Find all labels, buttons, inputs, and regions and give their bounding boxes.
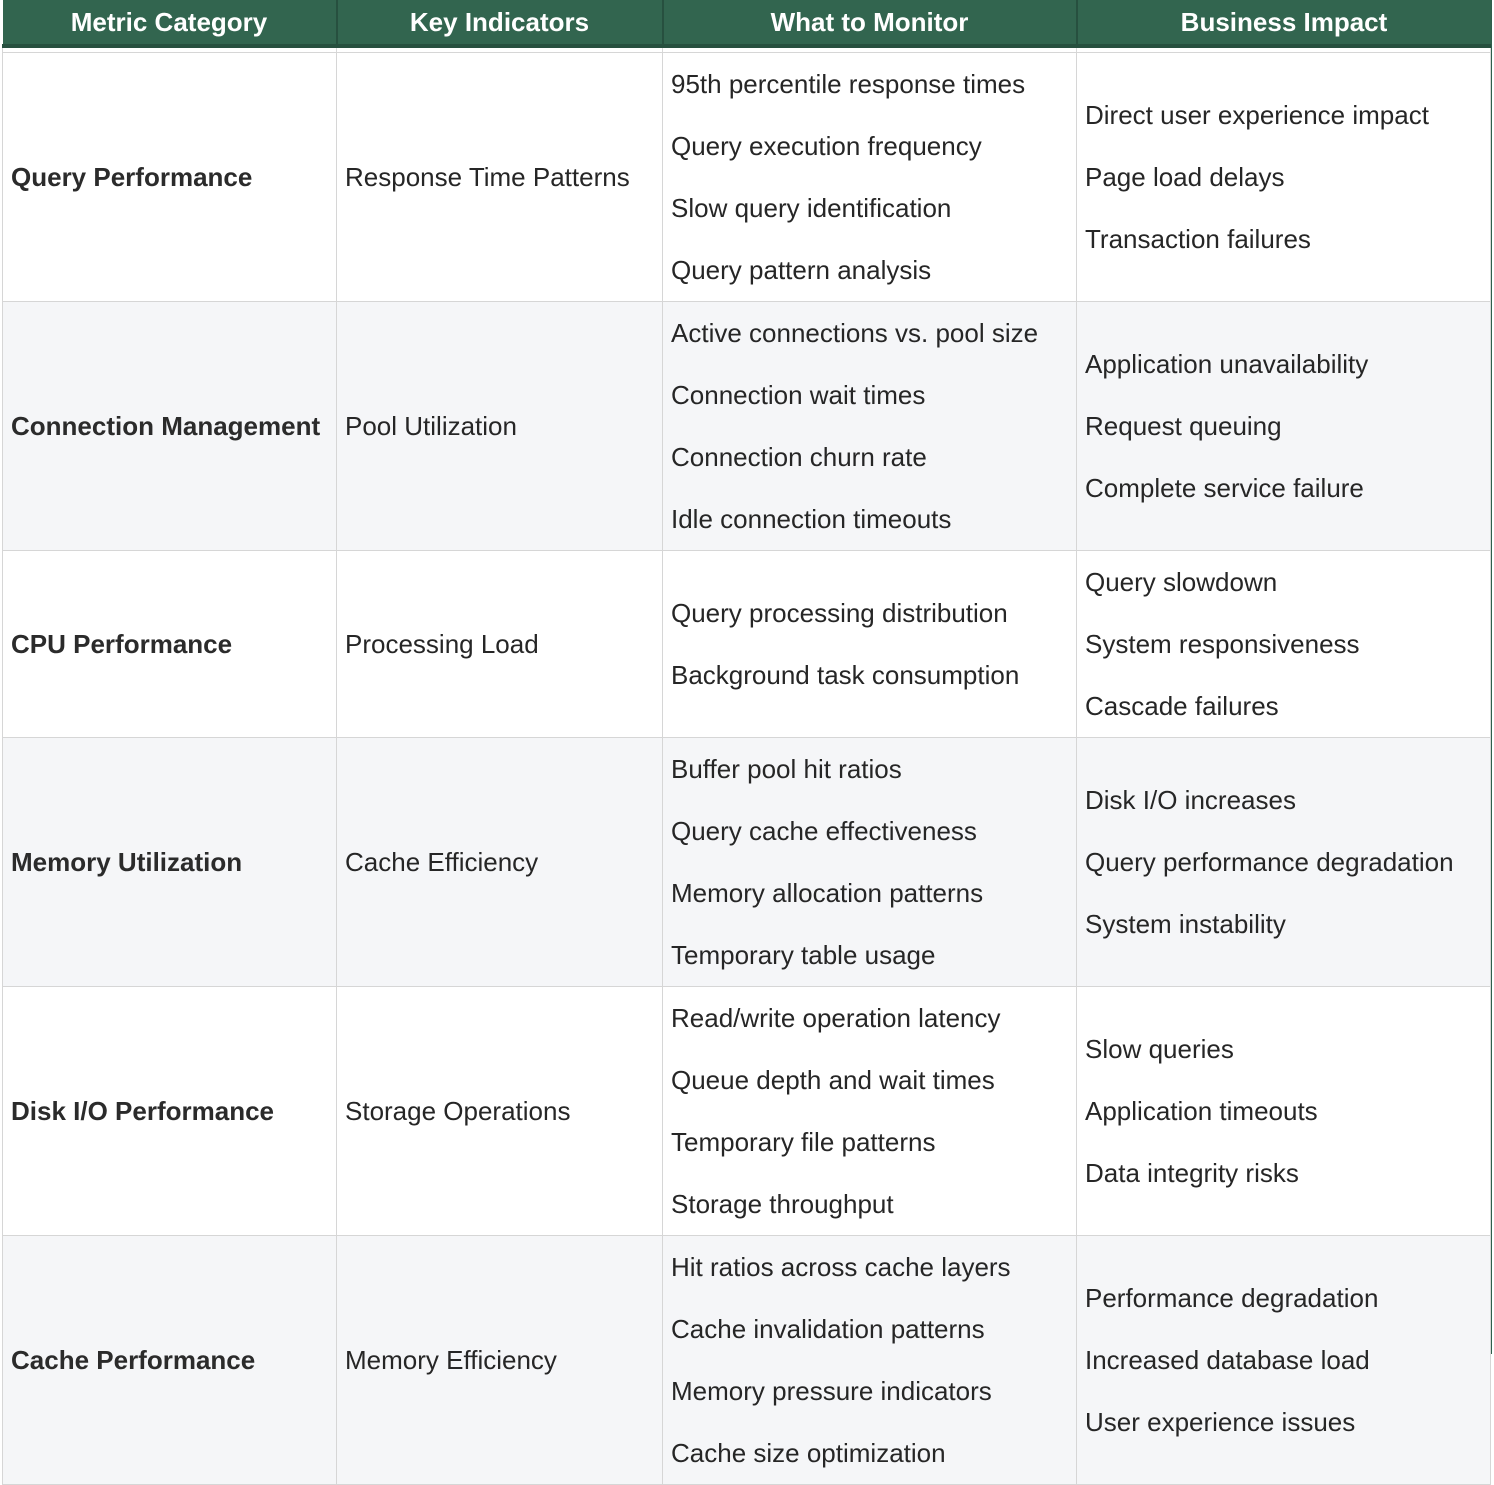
impact-item: Increased database load [1085, 1345, 1370, 1375]
metric-category-cell: Cache Performance [3, 1236, 337, 1485]
metrics-table-container [2, 0, 1492, 1468]
impact-item: Cascade failures [1085, 691, 1279, 721]
monitor-item: Query pattern analysis [671, 255, 932, 285]
impact-item: Direct user experience impact [1085, 100, 1429, 130]
impact-item: Application timeouts [1085, 1096, 1318, 1126]
monitor-item: Memory allocation patterns [671, 878, 984, 908]
monitor-item: Cache size optimization [671, 1438, 946, 1468]
header-row [3, 0, 1491, 46]
monitor-item: Read/write operation latency [671, 1003, 1001, 1033]
what-to-monitor-cell [663, 551, 1077, 738]
business-impact-cell [1077, 53, 1491, 302]
metric-category-cell: Disk I/O Performance [3, 987, 337, 1236]
monitor-item: Query cache effectiveness [671, 816, 977, 846]
metric-category-cell: CPU Performance [3, 551, 337, 738]
table-row [3, 53, 1491, 302]
monitor-item: Connection wait times [671, 380, 926, 410]
monitor-item: Idle connection timeouts [671, 504, 952, 534]
key-indicator-cell: Response Time Patterns [337, 53, 663, 302]
monitor-item: Buffer pool hit ratios [671, 754, 902, 784]
table-row [3, 551, 1491, 738]
key-indicator-cell: Processing Load [337, 551, 663, 738]
monitor-item: Active connections vs. pool size [671, 318, 1039, 348]
header-business-impact: Business Impact [1077, 0, 1491, 46]
what-to-monitor-cell [663, 987, 1077, 1236]
monitor-item: Connection churn rate [671, 442, 927, 472]
header-key-indicators: Key Indicators [337, 0, 663, 46]
monitor-item: Query processing distribution [671, 598, 1008, 628]
monitor-item: 95th percentile response times [671, 69, 1026, 99]
impact-item: Application unavailability [1085, 349, 1369, 379]
impact-item: System instability [1085, 909, 1286, 939]
what-to-monitor-cell [663, 1236, 1077, 1485]
metric-category-cell: Query Performance [3, 53, 337, 302]
impact-item: Request queuing [1085, 411, 1282, 441]
monitor-item: Query execution frequency [671, 131, 982, 161]
impact-item: Complete service failure [1085, 473, 1364, 503]
header-metric-category: Metric Category [3, 0, 337, 46]
metric-category-cell: Memory Utilization [3, 738, 337, 987]
monitor-item: Temporary table usage [671, 940, 936, 970]
what-to-monitor-cell [663, 302, 1077, 551]
business-impact-cell [1077, 302, 1491, 551]
monitor-item: Slow query identification [671, 193, 952, 223]
header-what-to-monitor: What to Monitor [663, 0, 1077, 46]
impact-item: Transaction failures [1085, 224, 1311, 254]
key-indicator-cell: Storage Operations [337, 987, 663, 1236]
monitor-item: Storage throughput [671, 1189, 894, 1219]
monitor-item: Cache invalidation patterns [671, 1314, 985, 1344]
key-indicator-cell: Pool Utilization [337, 302, 663, 551]
impact-item: Disk I/O increases [1085, 785, 1296, 815]
what-to-monitor-cell [663, 738, 1077, 987]
business-impact-cell [1077, 987, 1491, 1236]
impact-item: Slow queries [1085, 1034, 1234, 1064]
metric-category-cell: Connection Management [3, 302, 337, 551]
business-impact-cell [1077, 738, 1491, 987]
impact-item: Page load delays [1085, 162, 1285, 192]
impact-item: User experience issues [1085, 1407, 1356, 1437]
monitor-item: Memory pressure indicators [671, 1376, 992, 1406]
table-row [3, 987, 1491, 1236]
key-indicator-cell: Cache Efficiency [337, 738, 663, 987]
monitor-item: Temporary file patterns [671, 1127, 936, 1157]
table-body [3, 46, 1491, 1485]
impact-item: Data integrity risks [1085, 1158, 1299, 1188]
impact-item: Performance degradation [1085, 1283, 1379, 1313]
table-row [3, 738, 1491, 987]
business-impact-cell [1077, 551, 1491, 738]
what-to-monitor-cell [663, 53, 1077, 302]
impact-item: System responsiveness [1085, 629, 1360, 659]
business-impact-cell [1077, 1236, 1491, 1485]
metrics-table [2, 0, 1491, 1485]
impact-item: Query slowdown [1085, 567, 1278, 597]
impact-item: Query performance degradation [1085, 847, 1454, 877]
key-indicator-cell: Memory Efficiency [337, 1236, 663, 1485]
monitor-item: Hit ratios across cache layers [671, 1252, 1011, 1282]
table-row [3, 1236, 1491, 1485]
monitor-item: Background task consumption [671, 660, 1020, 690]
table-row [3, 302, 1491, 551]
monitor-item: Queue depth and wait times [671, 1065, 995, 1095]
table-header [3, 0, 1491, 46]
